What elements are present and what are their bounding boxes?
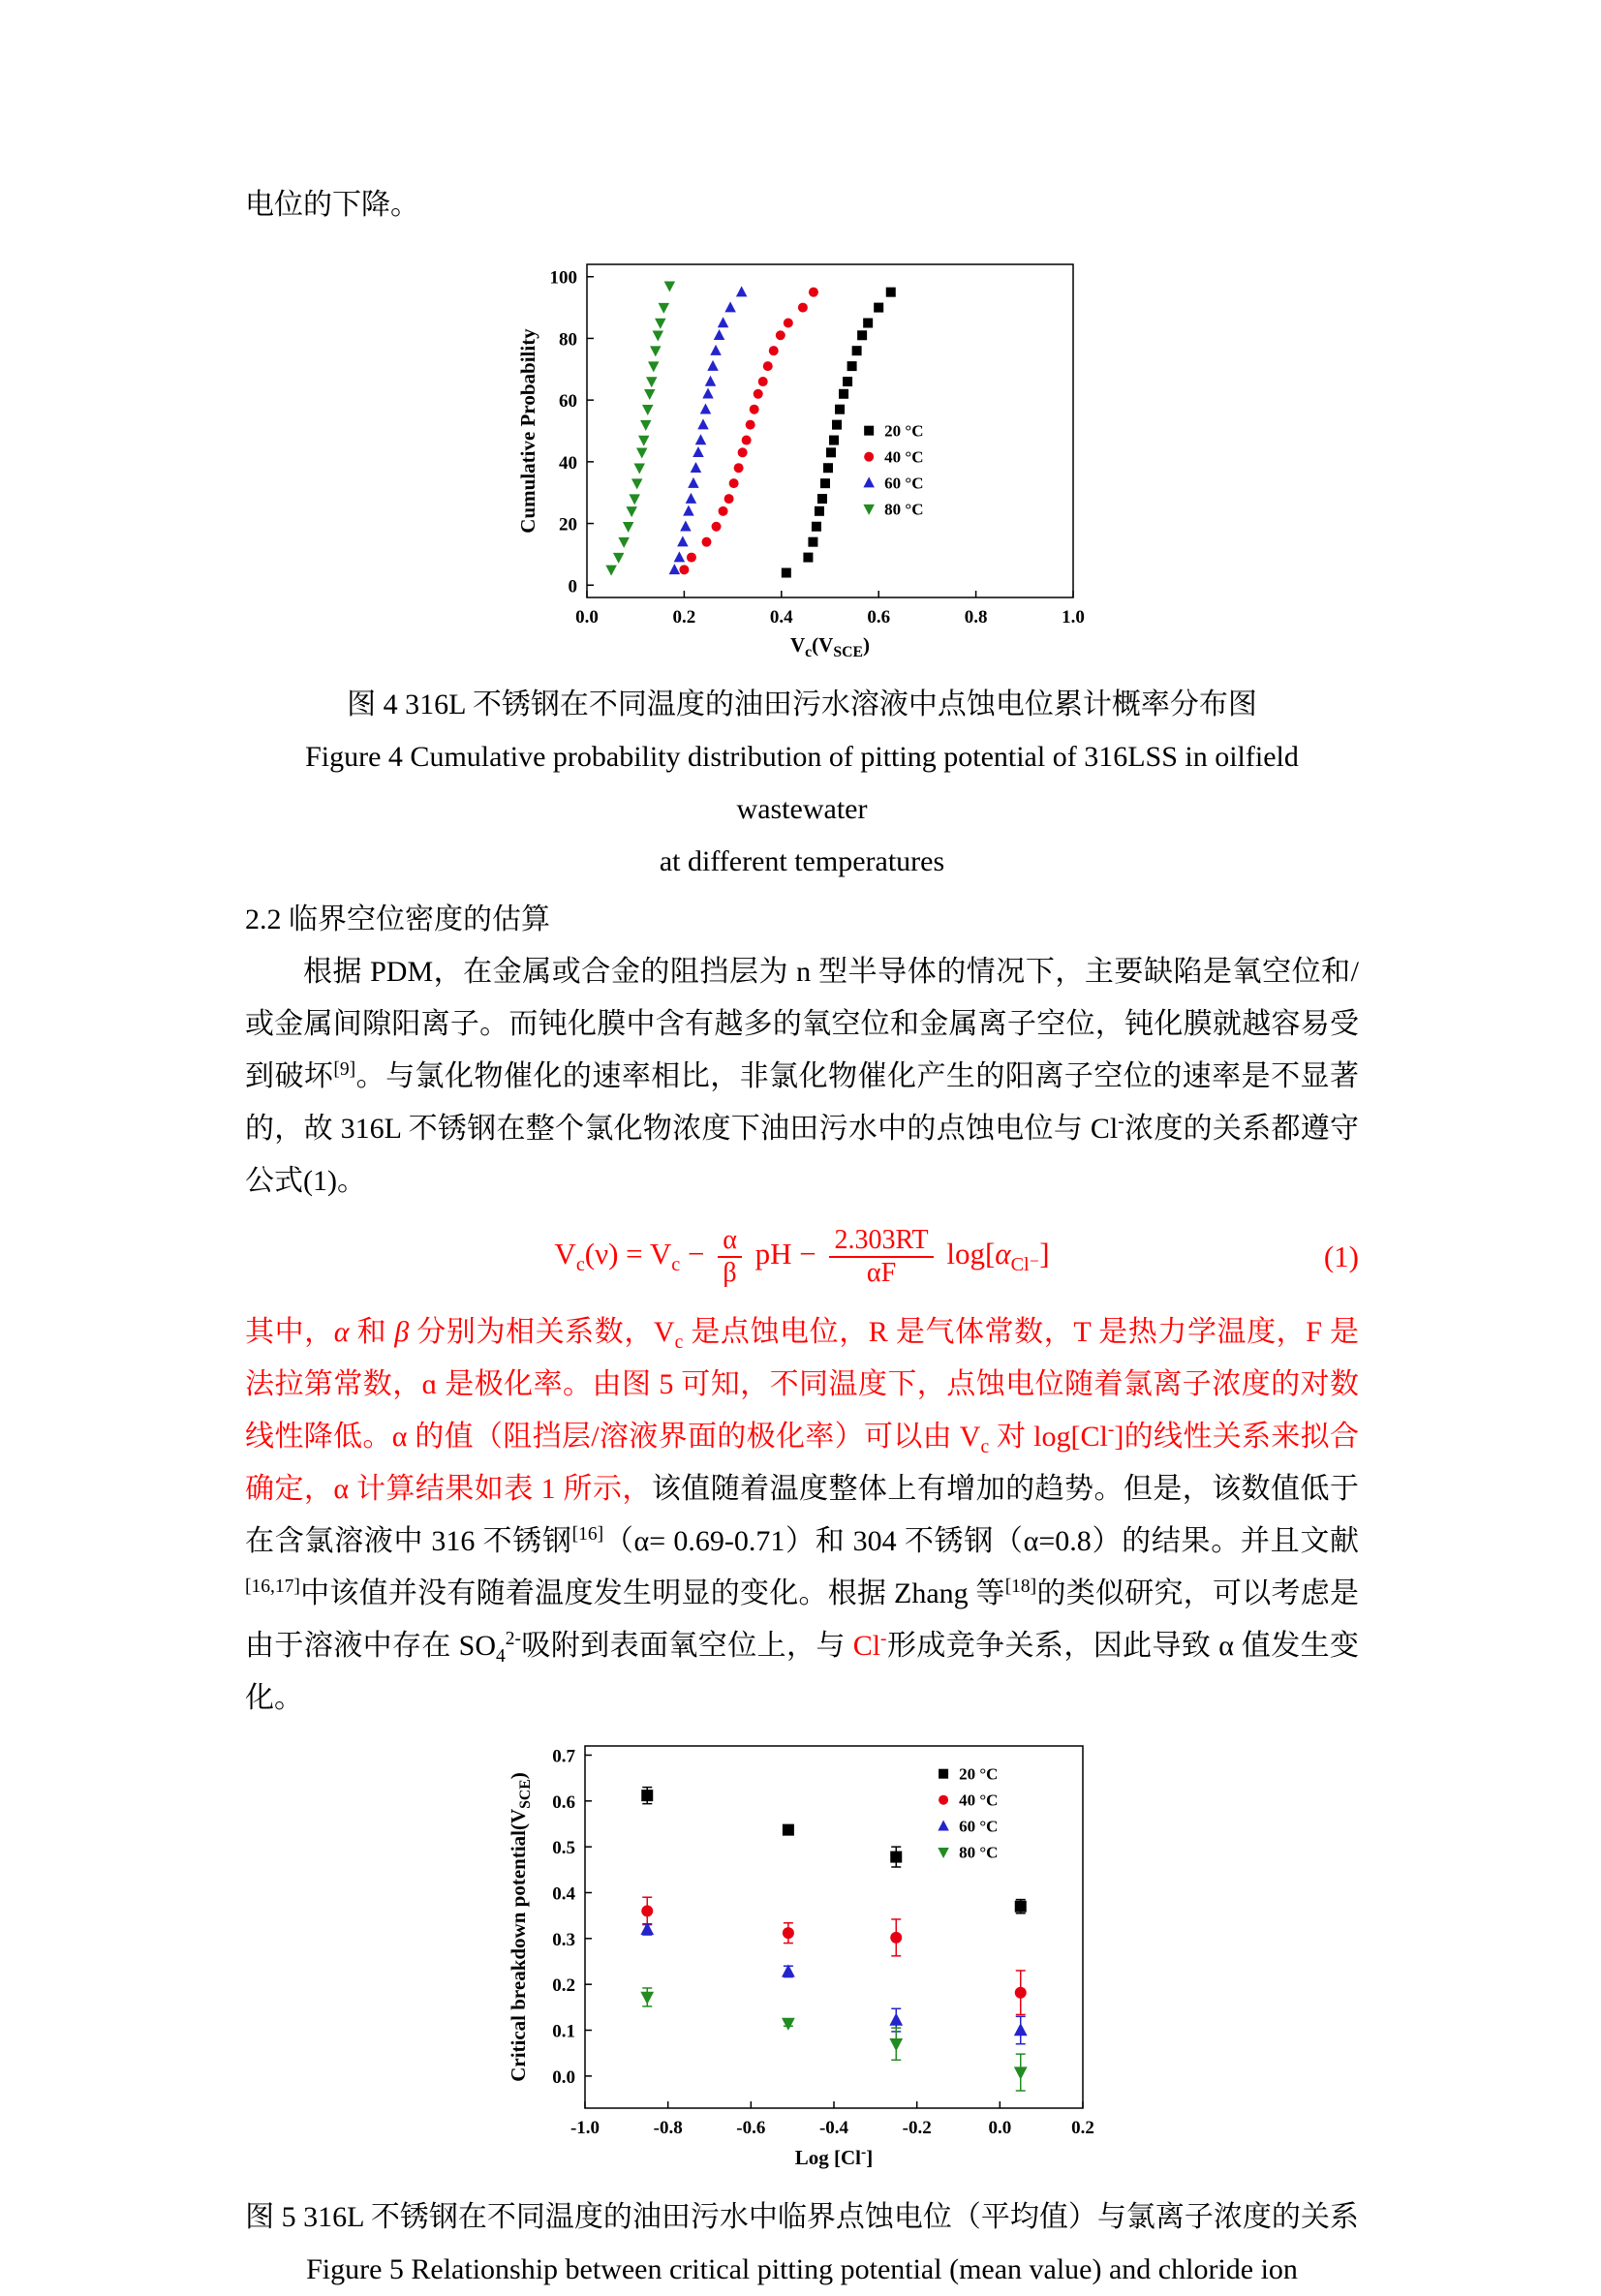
figure4-container	[245, 249, 1359, 673]
figure5-container	[245, 1732, 1359, 2186]
figure5-caption-en: Figure 5 Relationship between critical pitting potential (mean value) and chloride ion	[306, 2253, 1298, 2286]
svg-text:80 °C: 80 °C	[884, 500, 924, 519]
svg-text:80: 80	[559, 329, 577, 351]
figure4-caption-en-line2: at different temperatures	[659, 845, 945, 877]
svg-text:40: 40	[559, 452, 577, 474]
svg-text:0.7: 0.7	[552, 1746, 575, 1767]
intro-paragraph: 电位的下降。	[245, 189, 419, 221]
svg-text:0.4: 0.4	[552, 1883, 575, 1905]
figure4-caption-en-line1: Figure 4 Cumulative probability distribution of pitting potential of 316LSS in oilfield wastewater	[305, 741, 1299, 825]
svg-text:0.4: 0.4	[769, 607, 793, 628]
figure5-caption-zh: 图 5 316L 不锈钢在不同温度的油田污水中临界点蚀电位（平均值）与氯离子浓度的关系	[245, 2201, 1359, 2234]
svg-text:0.2: 0.2	[552, 1975, 575, 1997]
svg-text:60 °C: 60 °C	[959, 1818, 999, 1837]
svg-text:40 °C: 40 °C	[959, 1791, 999, 1811]
svg-text:-0.2: -0.2	[902, 2118, 932, 2139]
equation-1-number: (1)	[1323, 1240, 1359, 1274]
svg-text:0.3: 0.3	[552, 1930, 575, 1951]
svg-text:0.6: 0.6	[552, 1792, 575, 1814]
section-heading-2-2: 2.2 临界空位密度的估算	[245, 903, 550, 935]
svg-text:0.5: 0.5	[552, 1838, 575, 1859]
figure4-scatter-chart	[511, 249, 1093, 665]
svg-text:0.2: 0.2	[1071, 2118, 1094, 2139]
svg-text:20 °C: 20 °C	[884, 421, 924, 441]
paragraph-pdm-theory: 根据 PDM，在金属或合金的阻挡层为 n 型半导体的情况下，主要缺陷是氧空位和/或金属间隙阳离子。而钝化膜中含有越多的氧空位和金属离子空位，钝化膜就越容易受到破坏[9]。与氯化物催化的速率相比，非氯化物催化产生的阳离子空位的速率是不显著的，故 316L 不锈钢在整个氯化物浓度下油田污水中的点蚀电位与 Cl-浓度的关系都遵守公式(1)。	[245, 956, 1360, 1197]
svg-text:0.8: 0.8	[964, 607, 988, 628]
svg-text:0.0: 0.0	[575, 607, 599, 628]
svg-text:-0.6: -0.6	[736, 2118, 766, 2139]
svg-text:60: 60	[559, 391, 577, 413]
svg-text:0.0: 0.0	[552, 2067, 575, 2089]
svg-text:1.0: 1.0	[1062, 607, 1085, 628]
svg-text:20: 20	[559, 514, 577, 536]
svg-text:0.0: 0.0	[988, 2118, 1012, 2139]
svg-text:-0.8: -0.8	[653, 2118, 683, 2139]
svg-text:40 °C: 40 °C	[884, 447, 924, 467]
figure4-caption-zh: 图 4 316L 不锈钢在不同温度的油田污水溶液中点蚀电位累计概率分布图	[347, 689, 1257, 720]
svg-text:80 °C: 80 °C	[959, 1844, 999, 1863]
svg-text:0.6: 0.6	[867, 607, 891, 628]
svg-text:60 °C: 60 °C	[884, 474, 924, 493]
svg-text:0.2: 0.2	[672, 607, 696, 628]
svg-text:Critical breakdown potential(V: Critical breakdown $potential(V_{SCE})$	[507, 1772, 534, 2083]
svg-text:Log [Cl-]: Log [Cl-]	[794, 2144, 874, 2170]
svg-text:-1.0: -1.0	[570, 2118, 600, 2139]
paragraph-alpha-discussion: 其中，α 和 β 分别为相关系数，$V_c$ 是点蚀电位，R 是气体常数，T 是热力学温度，F 是法拉第常数，ɑ 是极化率。由图 5 可知，不同温度下，点蚀电位随着氯离子浓度的对数线性降低。α 的值（阻挡层/溶液界面的极化率）可以由 $V_c$ 对 log[Cl-]的线性关系来拟合确定，α 计算结果如表 1 所示，该值随着温度整体上有增加的趋势。但是，该数值低于在含氯溶液中 316 不锈钢[16]（α= 0.69-0.71）和 304 不锈钢（α=0.8）的结果。并且文献[16,17]中该值并没有随着温度发生明显的变化。根据 Zhang 等[18]的类似研究，可以考虑是由于溶液中存在 $SO_4^{2-}$吸附到表面氧空位上，与 Cl-形成竞争关系，因此导致 α 值发生变化。	[245, 1316, 1360, 1715]
equation-1	[245, 1208, 1359, 1306]
svg-text:-0.4: -0.4	[818, 2118, 849, 2139]
svg-text:0.1: 0.1	[552, 2021, 575, 2042]
svg-text:Vc(VSCE): $V_c(V_{SCE})$	[790, 633, 870, 660]
equation-1-body: $V_c(\nu) = V_c$ − $\frac{\alpha}{\beta}$ pH − $\frac{2.303RT}{\alpha F}$ $\log[\alpha_{Cl^-}]$	[554, 1225, 1050, 1289]
svg-text:20 °C: 20 °C	[959, 1765, 999, 1785]
svg-text:Cumulative Probability: Cumulative Probability	[516, 328, 539, 534]
svg-text:100: 100	[549, 267, 577, 289]
figure5-scatter-chart	[502, 1732, 1102, 2178]
svg-text:0: 0	[568, 576, 577, 597]
